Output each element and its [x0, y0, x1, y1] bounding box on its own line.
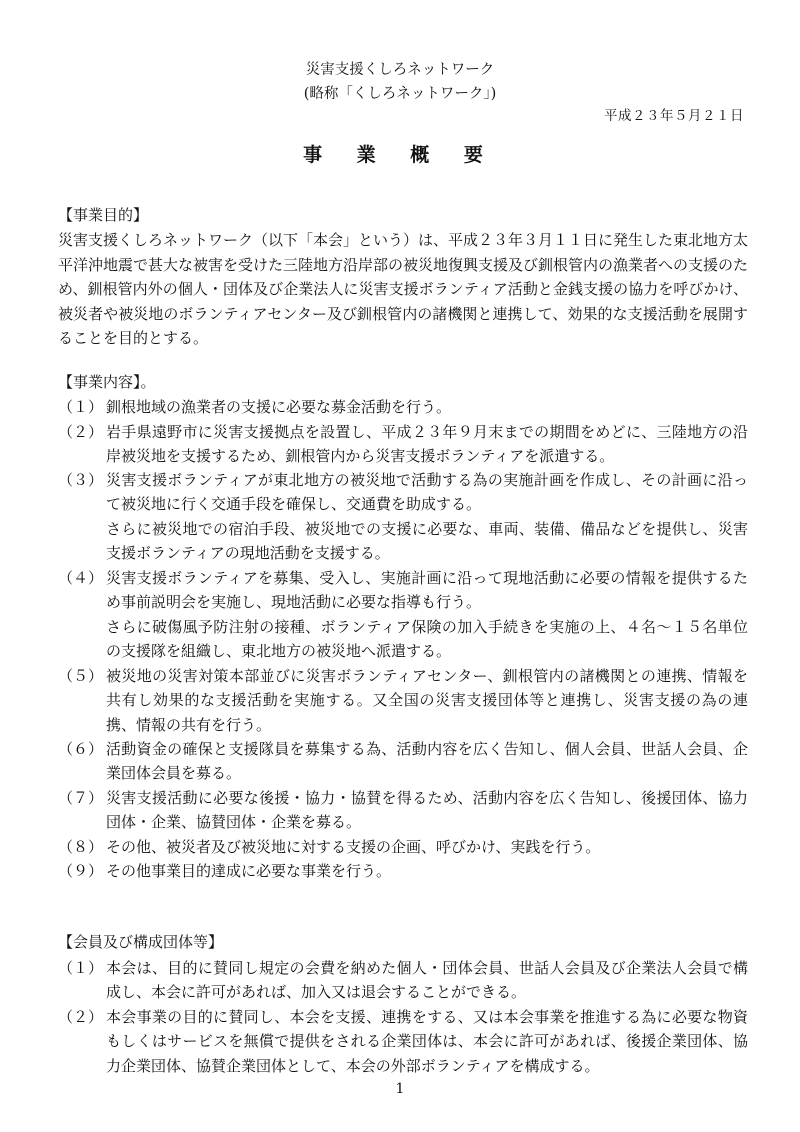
item-number: （２）: [58, 423, 104, 441]
organization-name: 災害支援くしろネットワーク: [305, 62, 495, 78]
document-date: 平成２３年５月２１日: [604, 108, 744, 124]
members-heading: 【会員及び構成団体等】: [58, 933, 224, 951]
item-text: 被災地の災害対策本部並びに災害ボランティアセンター、釧根管内の諸機関との連携、情報を共有し効果的な支援活動を実施する。又全国の災害支援団体等と連携し、災害支援の為の連携、情報の共有を行う。: [106, 667, 748, 734]
activity-item: [58, 420, 748, 469]
activity-item: [58, 566, 748, 664]
item-text: 本会事業の目的に賛同し、本会を支援、連携をする、又は本会事業を推進する為に必要な物資もしくはサービスを無償で提供をされる企業団体は、本会に許可があれば、後援企業団体、協力企業団体、協賛企業団体として、本会の外部ボランティアを構成する。: [106, 1008, 748, 1075]
item-text: 釧根地域の漁業者の支援に必要な募金活動を行う。: [106, 398, 452, 416]
item-number: （７）: [58, 789, 104, 807]
item-text: 災害支援ボランティアを募集、受入し、実施計画に沿って現地活動に必要の情報を提供するため事前説明会を実施し、現地活動に必要な指導も行う。: [106, 569, 748, 612]
item-number: （９）: [58, 862, 104, 880]
item-text: 活動資金の確保と支援隊員を募集する為、活動内容を広く告知し、個人会員、世話人会員、企業団体会員を募る。: [106, 740, 748, 783]
item-number: （３）: [58, 471, 104, 489]
page-number: 1: [395, 1081, 405, 1097]
member-item: [58, 1005, 748, 1078]
item-number: （１）: [58, 959, 104, 977]
item-number: （２）: [58, 1008, 104, 1026]
member-item: [58, 956, 748, 1005]
item-number: （６）: [58, 740, 104, 758]
activity-item: [58, 664, 748, 737]
activity-item: [58, 835, 748, 859]
item-text: 本会は、目的に賛同し規定の会費を納めた個人・団体会員、世話人会員及び企業法人会員で構成し、本会に許可があれば、加入又は退会することができる。: [106, 959, 748, 1002]
item-number: （１）: [58, 398, 104, 416]
item-number: （５）: [58, 667, 104, 685]
item-text: 災害支援ボランティアが東北地方の被災地で活動する為の実施計画を作成し、その計画に沿って被災地に行く交通手段を確保し、交通費を助成する。: [106, 471, 748, 514]
activity-item: [58, 468, 748, 566]
item-text-continued: さらに破傷風予防注射の接種、ボランティア保険の加入手続きを実施の上、４名～１５名単位の支援隊を組織し、東北地方の被災地へ派遣する。: [106, 617, 748, 661]
purpose-text: 災害支援くしろネットワーク（以下「本会」という）は、平成２３年３月１１日に発生した東北地方太平洋沖地震で甚大な被害を受けた三陸地方沿岸部の被災地復興支援及び釧根管内の漁業者への支援のため、釧根管内外の個人・団体及び企業法人に災害支援ボランティア活動と金銭支援の協力を呼びかけ、被災者や被災地のボランティアセンター及び釧根管内の諸機関と連携して、効果的な支援活動を展開することを目的とする。: [58, 231, 749, 347]
activity-item: [58, 859, 748, 883]
item-text: 岩手県遠野市に災害支援拠点を設置し、平成２３年９月末までの期間をめどに、三陸地方の沿岸被災地を支援するため、釧根管内から災害支援ボランティアを派遣する。: [106, 423, 748, 466]
item-number: （８）: [58, 838, 104, 856]
document-title: 事 業 概 要: [303, 144, 497, 166]
item-text: 災害支援活動に必要な後援・協力・協賛を得るため、活動内容を広く告知し、後援団体、協力団体・企業、協賛団体・企業を募る。: [106, 789, 748, 832]
item-text: その他、被災者及び被災地に対する支援の企画、呼びかけ、実践を行う。: [106, 838, 601, 856]
activity-item: [58, 737, 748, 786]
organization-abbreviation: (略称「くしろネットワーク」): [303, 86, 497, 102]
activity-item: [58, 786, 748, 835]
activity-item: [58, 395, 748, 419]
activities-heading: 【事業内容】。: [58, 373, 156, 391]
item-text-continued: さらに被災地での宿泊手段、被災地での支援に必要な、車両、装備、備品などを提供し、災害支援ボランティアの現地活動を支援する。: [106, 519, 748, 563]
item-text: その他事業目的達成に必要な事業を行う。: [106, 862, 392, 880]
purpose-heading: 【事業目的】: [58, 206, 149, 224]
item-number: （４）: [58, 569, 104, 587]
